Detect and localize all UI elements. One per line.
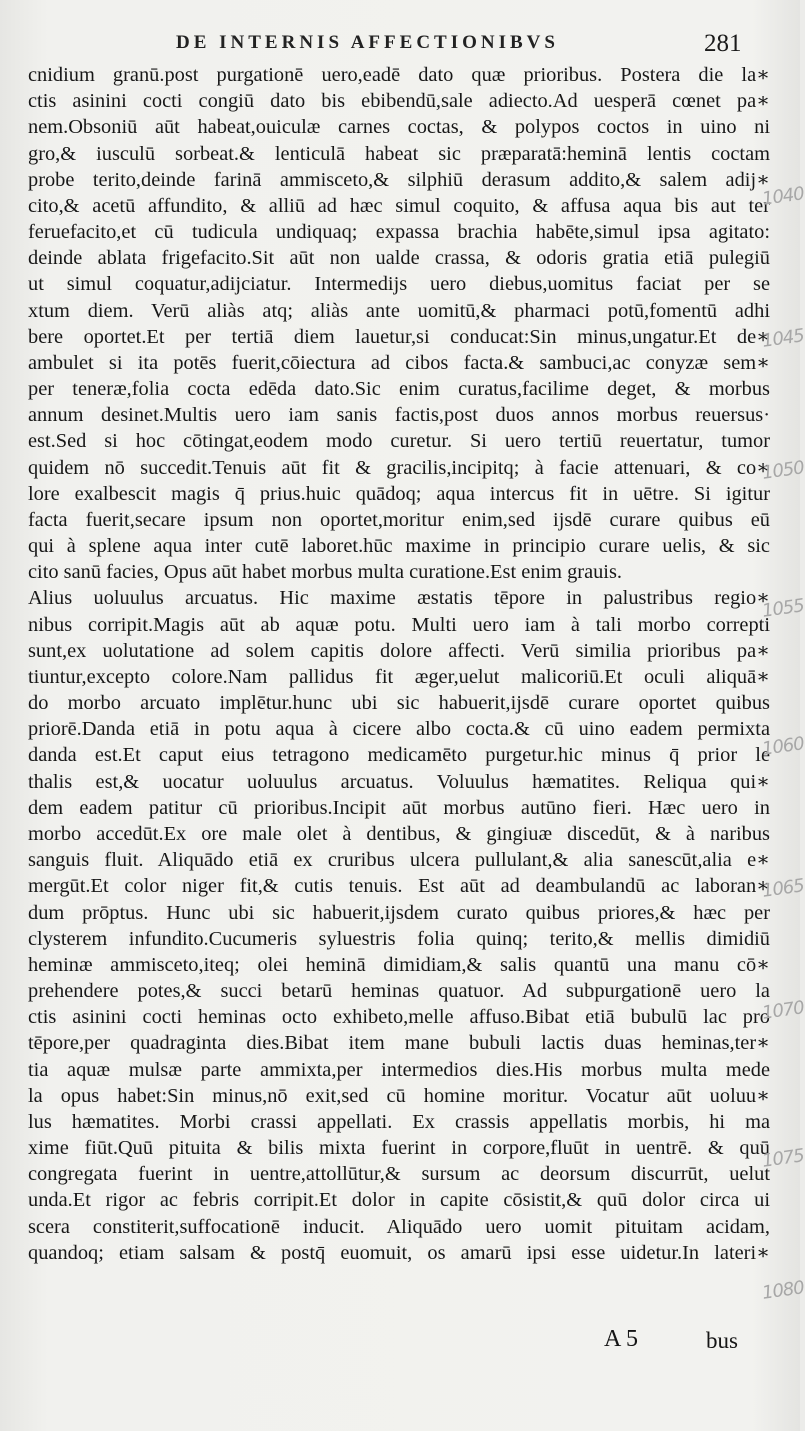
text-line: quidem nō succedit.Tenuis aūt fit & gracilis,incipitq; à facie attenuari, & co∗ — [28, 456, 770, 479]
text-line: deinde ablata frigefacito.Sit aūt non ualde crassa, & odoris gratia etiā pulegiū — [28, 247, 770, 270]
text-line: tiuntur,excepto colore.Nam pallidus fit æger,uelut malicoriū.Et oculi aliquā∗ — [28, 665, 770, 688]
text-line: quandoq; etiam salsam & postq̄ euomuit, os amarū ipsi esse uidetur.In lateri∗ — [28, 1241, 770, 1264]
text-line: congregata fuerint in uentre,attollūtur,& sursum ac deorsum discurrūt, uelut — [28, 1163, 770, 1186]
text-line: priorē.Danda etiā in potu aqua à cicere albo cocta.& cū uino eadem permixta — [28, 718, 770, 741]
text-line: thalis est,& uocatur uoluulus arcuatus. Voluulus hæmatites. Reliqua qui∗ — [28, 770, 770, 793]
margin-note: 1040 — [760, 183, 805, 210]
text-line: scera constiterit,suffocationē inducit. Aliquādo uero uomit pituitam acidam, — [28, 1215, 770, 1238]
text-line: per teneræ,folia cocta edēda dato.Sic enim curatus,facilime deget, & morbus — [28, 378, 770, 401]
text-line: facta fuerit,secare ipsum non oportet,moritur enim,sed ijsdē curare quibus eū — [28, 508, 770, 531]
text-line: nibus corripit.Magis aūt ab aquæ potu. Multi uero iam à tali morbo correpti — [28, 613, 770, 636]
text-line: lus hæmatites. Morbi crassi appellati. Ex crassis appellatis morbis, hi ma — [28, 1110, 770, 1133]
page-footer — [0, 1326, 800, 1366]
text-line: bere oportet.Et per tertiā diem lauetur,si conducat:Sin minus,ungatur.Et de∗ — [28, 325, 770, 348]
text-line: nem.Obsoniū aūt habeat,ouiculæ carnes coctas, & polypos coctos in uino ni — [28, 116, 770, 139]
margin-note: 1055 — [760, 595, 805, 622]
text-line: mergūt.Et color niger fit,& cutis tenuis. Est aūt ad deambulandū ac laboran∗ — [28, 875, 770, 898]
text-line: ctis asinini cocti congiū dato bis ebibendū,sale adiecto.Ad uesperā cœnet pa∗ — [28, 90, 770, 113]
text-line: xtum diem. Verū aliàs atq; aliàs ante uomitū,& pharmaci potū,fomentū adhi — [28, 299, 770, 322]
page-number: 281 — [704, 30, 742, 57]
text-line: ut simul coquatur,adijciatur. Intermedijs uero diebus,uomitus faciat per se — [28, 273, 770, 296]
text-line: do morbo arcuato implētur.hunc ubi sic habuerit,ijsdē curare oportet quibus — [28, 692, 770, 715]
text-line: ctis asinini cocti heminas octo exhibeto,melle affuso.Bibat etiā bubulū lac pro — [28, 1006, 770, 1029]
margin-note: 1080 — [760, 1277, 805, 1304]
margin-note: 1045 — [760, 325, 805, 352]
text-line: sunt,ex uolutatione ad solem capitis dolore affecti. Verū similia prioribus pa∗ — [28, 639, 770, 662]
text-line: cito,& acetū affundito, & alliū ad hæc simul coquito, & affusa aqua bis aut ter — [28, 194, 770, 217]
text-line: dem eadem patitur cū prioribus.Incipit aūt morbus autūno fieri. Hæc uero in — [28, 796, 770, 819]
text-line: probe terito,deinde farinā ammisceto,& silphiū derasum addito,& salem adij∗ — [28, 168, 770, 191]
running-title: DE INTERNIS AFFECTIONIBVS — [176, 32, 559, 53]
page-header — [0, 30, 800, 64]
text-line: clysterem infundito.Cucumeris syluestris folia quinq; terito,& mellis dimidiū — [28, 927, 770, 950]
text-line: ambulet si ita potēs fuerit,cōiectura ad cibos facta.& sambuci,ac conyzæ sem∗ — [28, 351, 770, 374]
text-line: prehendere potes,& succi betarū heminas quatuor. Ad subpurgationē uero la — [28, 980, 770, 1003]
text-line: xime fiūt.Quū pituita & bilis mixta fuerint in corpore,fluūt in uentrē. & quū — [28, 1137, 770, 1160]
text-line: cnidium granū.post purgationē uero,eadē dato quæ prioribus. Postera die la∗ — [28, 64, 770, 86]
text-line: sanguis fluit. Aliquādo etiā ex cruribus ulcera pullulant,& alia sanescūt,alia e∗ — [28, 849, 770, 872]
text-line: annum desinet.Multis uero iam sanis factis,post duos annos morbus reuersus· — [28, 404, 770, 427]
text-line: unda.Et rigor ac febris corripit.Et dolor in capite cōsistit,& quū dolor circa ui — [28, 1189, 770, 1212]
text-line: est.Sed si hoc cōtingat,eodem modo curetur. Si uero tertiū reuertatur, tumor — [28, 430, 770, 453]
text-line: lore exalbescit magis q̄ prius.huic quādoq; aqua intercus fit in uētre. Si igitur — [28, 482, 770, 505]
margin-note: 1075 — [760, 1145, 805, 1172]
text-line: qui à splene aqua inter cutē laboret.hūc maxime in principio curare uelis, & sic — [28, 535, 770, 558]
text-line: cito sanū facies, Opus aūt habet morbus multa curatione.Est enim grauis. — [28, 561, 623, 584]
margin-note: 1050 — [760, 457, 805, 484]
text-line: gro,& iusculū sorbeat.& lenticulā habeat sic præparatā:heminā lentis coctam — [28, 142, 770, 165]
text-line: danda est.Et caput eius tetragono medicamēto purgetur.hic minus q̄ prior le — [28, 744, 770, 767]
text-line: la opus habet:Sin minus,nō exit,sed cū homine moritur. Vocatur aūt uoluu∗ — [28, 1084, 770, 1107]
text-line: dum prōptus. Hunc ubi sic habuerit,ijsdem curato quibus priores,& hæc per — [28, 901, 770, 924]
text-line: tia aquæ mulsæ parte ammixta,per intermedios dies.His morbus multa mede — [28, 1058, 770, 1081]
margin-note: 1060 — [760, 733, 805, 760]
text-line: tēpore,per quadraginta dies.Bibat item mane bubuli lactis duas heminas,ter∗ — [28, 1032, 770, 1055]
margin-note: 1070 — [760, 997, 805, 1024]
signature-mark: A 5 — [604, 1326, 639, 1352]
margin-note: 1065 — [760, 875, 805, 902]
catchword: bus — [706, 1328, 738, 1353]
text-line: Alius uoluulus arcuatus. Hic maxime æstatis tēpore in palustribus regio∗ — [28, 587, 770, 610]
body-text — [28, 62, 770, 1266]
text-line: feruefacito,et cū tudicula undiquaq; expassa brachia habēte,simul ipsa agitato: — [28, 221, 770, 244]
text-line: heminæ ammisceto,iteq; olei heminā dimidiam,& salis quantū una manu cō∗ — [28, 953, 770, 976]
text-line: morbo accedūt.Ex ore male olet à dentibus, & gingiuæ discedūt, & à naribus — [28, 822, 770, 845]
